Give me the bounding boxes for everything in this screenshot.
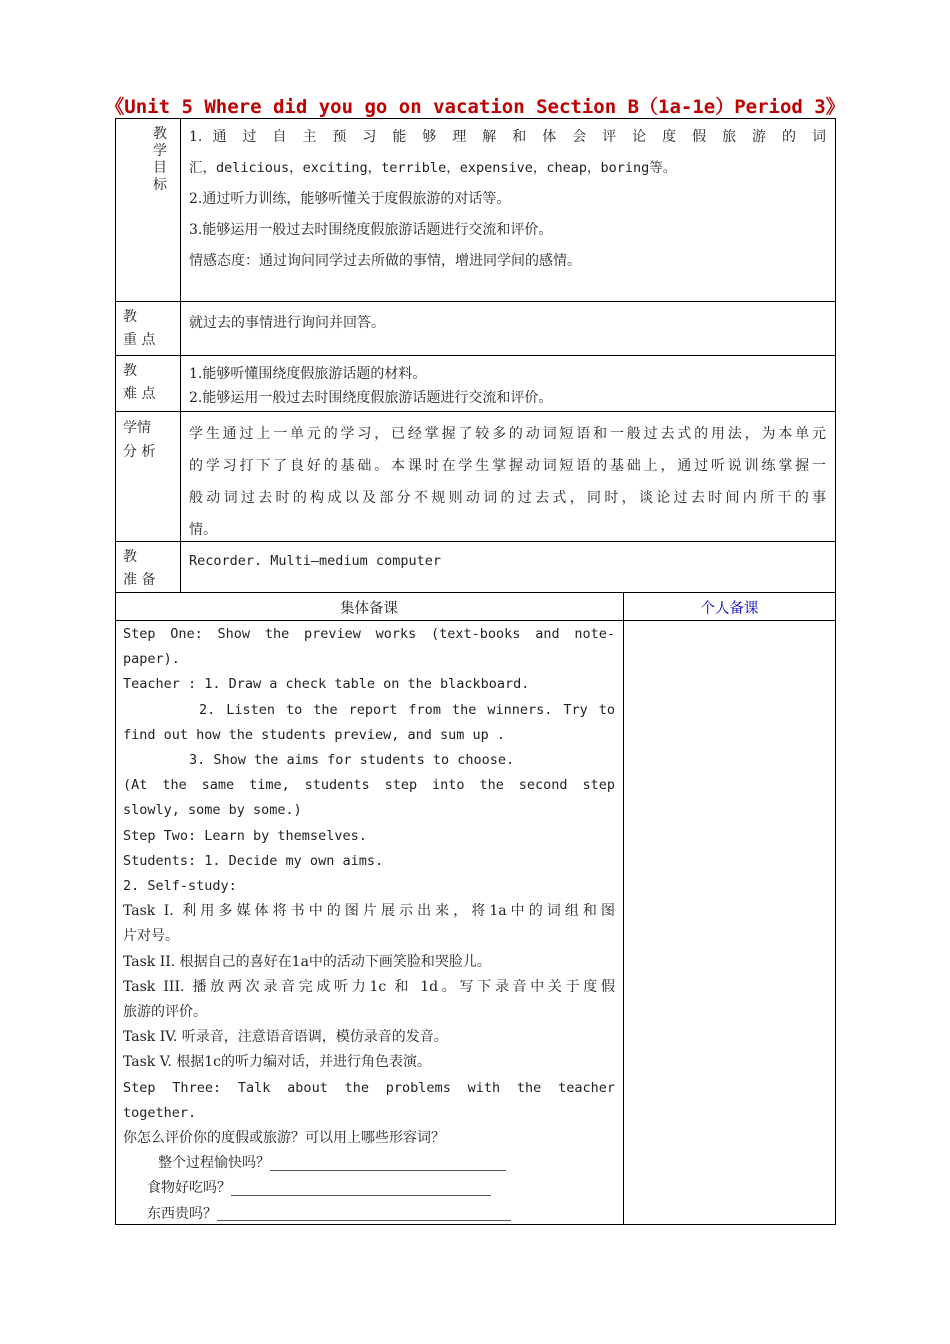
goals-label: 教 学 目 标	[153, 126, 167, 193]
step-line: 你怎么评价你的度假或旅游？可以用上哪些形容词？	[123, 1130, 445, 1147]
step-line: together.	[123, 1104, 197, 1121]
analysis-label: 学情 分 析	[123, 420, 156, 460]
row-divider	[115, 592, 836, 593]
prep-label: 教 准 备	[123, 549, 156, 588]
answer-blank[interactable]	[270, 1156, 506, 1171]
row-divider	[115, 301, 836, 302]
analysis-text: 学生通过上一单元的学习，已经掌握了较多的动词短语和一般过去式的用法，为本单元 的学习打下了良好的基础。本课时在学生掌握动词短语的基础上，通过听说训练掌握一 般动词过去时的构成以及部分不规则动词的过去式，同时，谈论过去时间内所干的事 情。	[189, 426, 826, 538]
goals-text: 1. 通 过 自 主 预 习 能 够 理 解 和 体 会 评 论 度 假 旅 游 的 词 汇，delicious，exciting，terrible，expensive，cheap，boring等。 2.通过听力训练，能够听懂关于度假旅游的对话等。 3.能够运用一般过去时围绕度假旅游话题进行交流和评价。 情感态度：通过询问同学过去所做的事情，增进同学间的感情。	[189, 129, 826, 269]
personal-prep-header: 个人备课	[700, 601, 759, 617]
collective-prep-header: 集体备课	[340, 601, 398, 617]
step-line: 旅游的评价。	[123, 1004, 207, 1021]
step-line: 2. Listen to the report from the winners. Try to	[199, 701, 615, 718]
step-line: 2. Self-study:	[123, 878, 237, 895]
step-line: Students: 1. Decide my own aims.	[123, 852, 384, 869]
step-line: Step Three: Talk about the problems with the teacher	[123, 1079, 615, 1096]
step-line: slowly, some by some.)	[123, 802, 302, 819]
step-line: paper).	[123, 651, 180, 668]
teaching-steps	[123, 622, 615, 1227]
step-line: (At the same time, students step into the second step	[123, 777, 615, 794]
difficult-label: 教 难 点	[123, 363, 156, 402]
key-text: 就过去的事情进行询问并回答。	[189, 315, 385, 331]
row-divider	[115, 411, 836, 412]
step-line: Task II. 根据自己的喜好在1a中的活动下画笑脸和哭脸儿。	[123, 953, 491, 970]
step-line: 片对号。	[123, 928, 179, 945]
row-divider	[115, 355, 836, 356]
answer-blank[interactable]	[231, 1181, 491, 1196]
page-title: 《Unit 5 Where did you go on vacation Section B（1a-1e）Period 3》	[105, 96, 845, 118]
question-line: 东西贵吗？	[123, 1202, 615, 1227]
step-line: Task IV. 听录音，注意语音语调，模仿录音的发音。	[123, 1029, 448, 1046]
question-line: 整个过程愉快吗？	[123, 1151, 615, 1176]
column-divider	[180, 118, 181, 592]
step-line: Teacher : 1. Draw a check table on the blackboard.	[123, 676, 530, 693]
step-line: Task V. 根据1c的听力编对话，并进行角色表演。	[123, 1054, 432, 1071]
step-line: 3. Show the aims for students to choose.	[189, 752, 515, 769]
key-label: 教 重 点	[123, 309, 156, 348]
step-line: Step Two: Learn by themselves.	[123, 827, 367, 844]
answer-blank[interactable]	[217, 1206, 511, 1221]
step-line: Task III. 播放两次录音完成听力1c 和 1d。写下录音中关于度假	[123, 978, 615, 995]
step-line: find out how the students preview, and sum up .	[123, 726, 506, 743]
prep-text: Recorder. Multi—medium computer	[189, 553, 441, 569]
row-divider	[115, 620, 836, 621]
difficult-text: 1.能够听懂围绕度假旅游话题的材料。 2.能够运用一般过去时围绕度假旅游话题进行交流和评价。	[189, 366, 553, 406]
column-divider	[623, 592, 624, 1225]
question-line: 食物好吃吗？	[123, 1176, 615, 1201]
step-line: Task I. 利用多媒体将书中的图片展示出来，将1a中的词组和图	[123, 903, 615, 920]
step-line: Step One: Show the preview works (text-books and note-	[123, 626, 615, 642]
